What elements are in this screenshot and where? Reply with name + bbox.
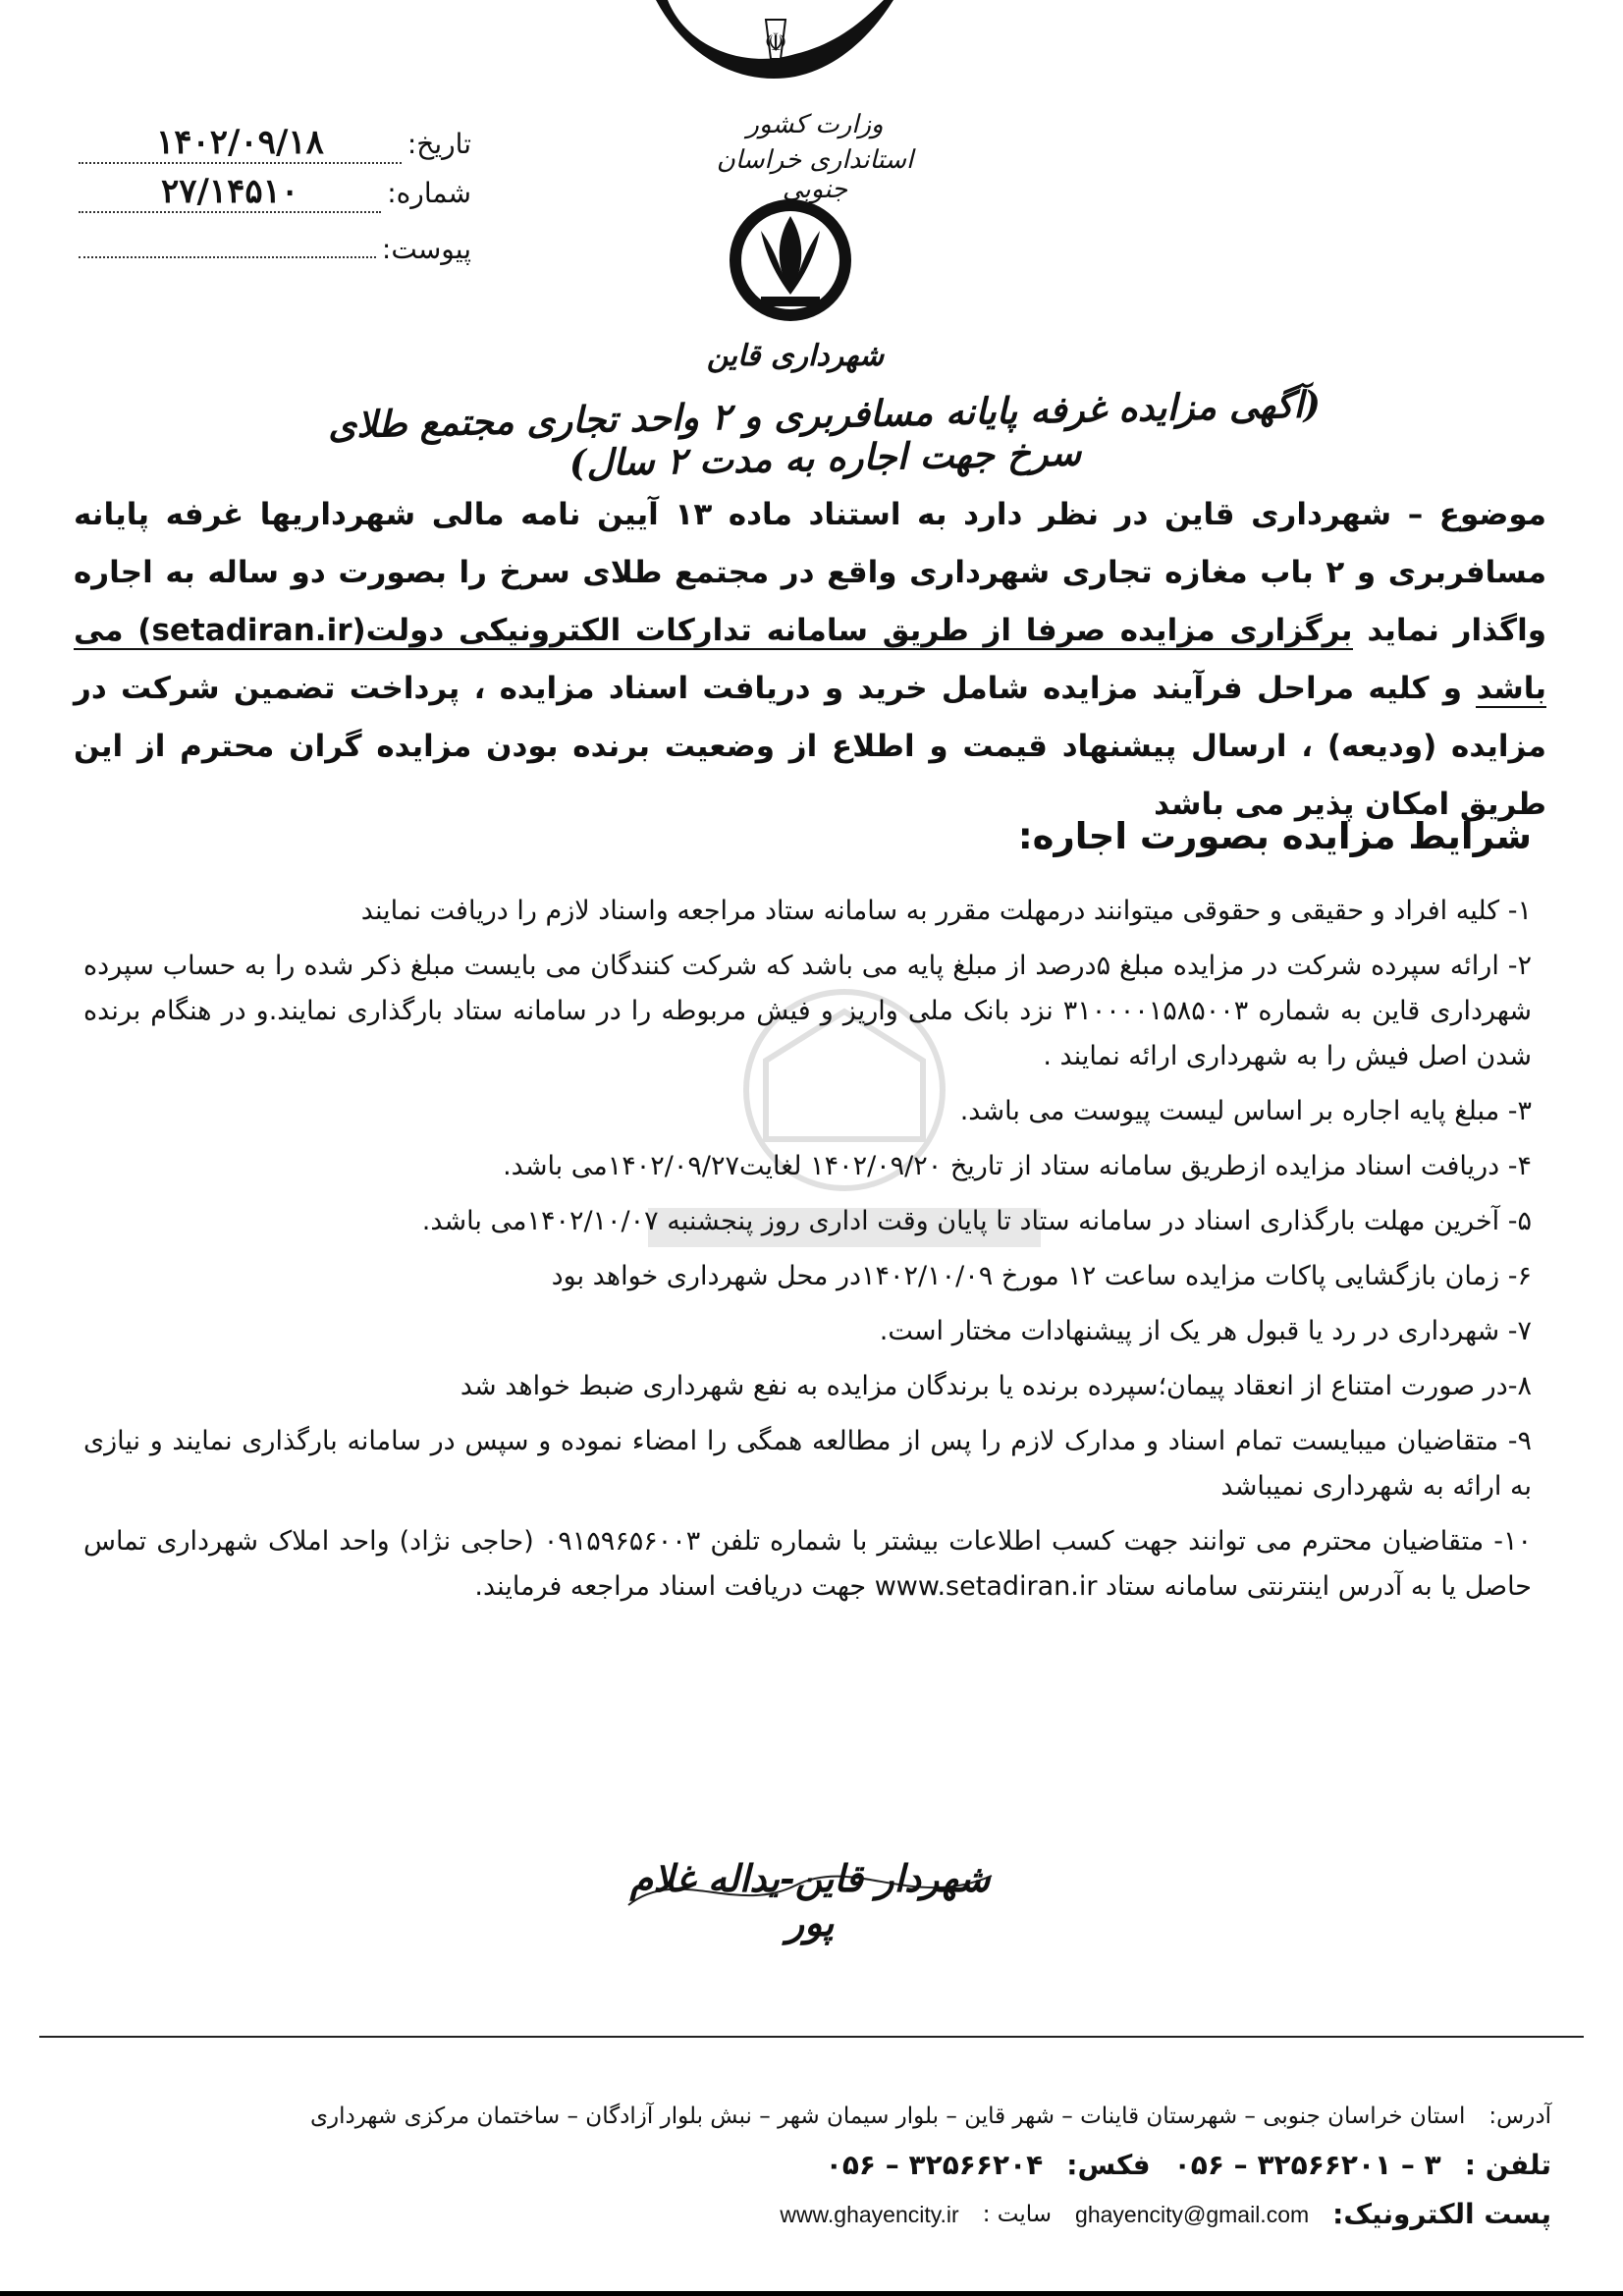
phone-value: ۳ – ۳۲۵۶۶۲۰۱ – ۰۵۶ bbox=[1173, 2149, 1441, 2181]
condition-item: ۱- کلیه افراد و حقیقی و حقوقی میتوانند درمهلت مقرر به سامانه ستاد مراجعه واسناد لازم را دریافت نمایند bbox=[360, 896, 1532, 926]
date-value: ۱۴۰۲/۰۹/۱۸ bbox=[79, 123, 402, 164]
footer-address-row bbox=[59, 2092, 1551, 2141]
subject-text-2: و کلیه مراحل فرآیند مزایده شامل خرید و دریافت اسناد مزایده ، پرداخت تضمین شرکت در مزایده (ودیعه) ، ارسال پیشنهاد قیمت و اطلاع از وضعیت برنده بودن مزایده گران محترم از این طریق امکان پذیر می باشد bbox=[74, 671, 1546, 822]
condition-item: ۵- آخرین مهلت بارگذاری اسناد در سامانه ستاد تا پایان وقت اداری روز پنجشنبه ۱۴۰۲/۱۰/۰۷می باشد. bbox=[421, 1206, 1532, 1236]
attachment-row bbox=[79, 221, 471, 270]
fax-value: ۳۲۵۶۶۲۰۴ – ۰۵۶ bbox=[825, 2149, 1044, 2181]
ministry-name: وزارت کشور bbox=[746, 110, 884, 139]
number-value: ۲۷/۱۴۵۱۰ bbox=[79, 172, 381, 213]
condition-item: ۷- شهرداری در رد یا قبول هر یک از پیشنهادات مختار است. bbox=[879, 1316, 1532, 1346]
number-row bbox=[79, 172, 471, 221]
phone-label: تلفن : bbox=[1464, 2149, 1551, 2181]
condition-item: ۹- متقاضیان میبایست تمام اسناد و مدارک لازم را پس از مطالعه همگی را امضاء نموده و سپس در سامانه بارگذاری نمایند و نیازی به ارائه به شهرداری نمیباشد bbox=[83, 1426, 1532, 1502]
attachment-value bbox=[79, 221, 376, 258]
condition-item: ۳- مبلغ پایه اجاره بر اساس لیست پیوست می باشد. bbox=[959, 1096, 1532, 1126]
footer-contact-row bbox=[59, 2190, 1551, 2239]
condition-item: ۶- زمان بازگشایی پاکات مزایده ساعت ۱۲ مورخ ۱۴۰۲/۱۰/۰۹در محل شهرداری خواهد بود bbox=[551, 1261, 1532, 1291]
svg-text:☫: ☫ bbox=[764, 28, 787, 58]
municipality-emblem bbox=[648, 0, 914, 383]
letter-meta bbox=[79, 123, 471, 270]
condition-item: ۸-در صورت امتناع از انعقاد پیمان؛سپرده برنده یا برندگان مزایده به نفع شهرداری ضبط خواهد شد bbox=[460, 1371, 1532, 1401]
bottom-edge bbox=[0, 2291, 1623, 2296]
conditions-title: شرایط مزایده بصورت اجاره: bbox=[1017, 815, 1532, 857]
condition-item: ۴- دریافت اسناد مزایده ازطریق سامانه ستاد از تاریخ ۱۴۰۲/۰۹/۲۰ لغایت۱۴۰۲/۰۹/۲۷می باشد. bbox=[503, 1151, 1532, 1181]
site-label: سایت : bbox=[982, 2202, 1053, 2227]
number-label: شماره: bbox=[387, 177, 471, 209]
flag-ribbon-icon bbox=[648, 0, 903, 118]
province-name: استانداری خراسان جنوبی bbox=[716, 145, 914, 204]
footer-divider bbox=[39, 2036, 1584, 2038]
address-value: استان خراسان جنوبی – شهرستان قاینات – شهر قاین – بلوار سیمان شهر – نبش بلوار آزادگان – ساختمان مرکزی شهرداری bbox=[309, 2104, 1466, 2129]
email-value[interactable]: ghayencity@gmail.com bbox=[1075, 2202, 1310, 2227]
address-label: آدرس: bbox=[1488, 2104, 1551, 2129]
footer-phone-row bbox=[59, 2141, 1551, 2190]
date-row bbox=[79, 123, 471, 172]
footer bbox=[59, 2092, 1551, 2239]
site-link[interactable]: www.ghayencity.ir bbox=[780, 2202, 959, 2227]
signature bbox=[619, 1846, 1001, 1944]
subject-underlined-text: برگزاری مزایده صرفا از طریق سامانه تدارکات الکترونیکی دولت(setadiran.ir) می باشد bbox=[74, 613, 1546, 706]
condition-item: ۱۰- متقاضیان محترم می توانند جهت کسب اطلاعات بیشتر با شماره تلفن ۰۹۱۵۹۶۵۶۰۰۳ (حاجی نژاد) واحد املاک شهرداری تماس حاصل یا به آدرس اینترنتی سامانه ستاد www.setadiran.ir جهت دریافت اسناد مراجعه فرمایند. bbox=[83, 1526, 1532, 1602]
saffron-flower-logo-icon bbox=[722, 187, 859, 334]
fax-label: فکس: bbox=[1066, 2149, 1151, 2181]
conditions-list bbox=[83, 889, 1532, 1619]
condition-item: ۲- ارائه سپرده شرکت در مزایده مبلغ ۵درصد از مبلغ پایه می باشد که شرکت کنندگان می بایست مبلغ ذکر شده را به حساب سپرده شهرداری قاین به شماره ۳۱۰۰۰۰۱۵۸۵۰۰۳ نزد بانک ملی واریز و فیش مربوطه را در سامانه ستاد بارگذاری نمایند.و در هنگام برنده شدن اصل فیش را به شهرداری ارائه نمایند . bbox=[83, 951, 1532, 1071]
document-title: (آگهی مزایده غرفه پایانه مسافربری و ۲ واحد تجاری مجتمع طلای سرخ جهت اجاره به مدت ۲ سال) bbox=[327, 382, 1322, 485]
date-label: تاریخ: bbox=[406, 128, 471, 160]
email-label: پست الکترونیک: bbox=[1332, 2198, 1551, 2230]
subject-paragraph bbox=[74, 486, 1546, 834]
attachment-label: پیوست: bbox=[381, 233, 471, 265]
subject-text-1: موضوع – شهرداری قاین در نظر دارد به استناد ماده ۱۳ آیین نامه مالی شهرداریها غرفه پایانه مسافربری و ۲ باب مغازه تجاری شهرداری واقع در مجتمع طلای سرخ را بصورت دو ساله به اجاره واگذار نماید bbox=[74, 497, 1547, 648]
municipality-name: شهرداری قاین bbox=[706, 339, 885, 373]
signature-text: شهردار قاین-یداله غلام پور bbox=[629, 1856, 991, 1944]
